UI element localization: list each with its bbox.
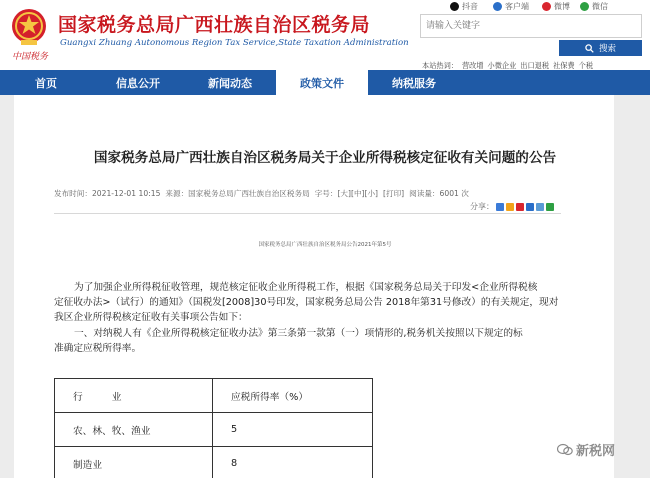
- table-header-cell: 应税所得率（%）: [213, 379, 373, 413]
- site-header: [0, 0, 650, 70]
- paragraph-line: 为了加强企业所得税征收管理，规范核定征收企业所得税工作，根据《国家税务总局关于印发<企业所得税核: [74, 282, 538, 293]
- article-meta: [54, 188, 474, 199]
- paragraph-line: 我区企业所得税核定征收有关事项公告如下：: [54, 312, 248, 324]
- table-cell: 5: [213, 413, 373, 447]
- emblem-caption: 中国税务: [11, 52, 48, 62]
- paragraph-line: 定征收办法>（试行）的通知》（国税发[2008]30号印发，国家税务总局公告 2018年第31号修改）的有关规定，现对: [54, 297, 559, 309]
- article-source: 来源：国家税务总局广西壮族自治区税务局: [165, 189, 310, 198]
- social-label: 抖音: [462, 1, 478, 11]
- hot-word[interactable]: 个税: [578, 61, 594, 70]
- hot-word[interactable]: 出口退税: [520, 61, 550, 70]
- douyin-icon: [450, 2, 459, 11]
- document-number: 国家税务总局广西壮族自治区税务局公告2021年第5号: [258, 242, 392, 248]
- weibo-icon: [542, 2, 551, 11]
- social-client[interactable]: [493, 0, 529, 12]
- social-douyin[interactable]: [450, 0, 478, 12]
- share-weibo-icon[interactable]: [516, 203, 524, 211]
- social-label: 微博: [554, 1, 570, 11]
- search-icon: [585, 44, 594, 53]
- search-input[interactable]: [420, 14, 642, 38]
- site-title[interactable]: 国家税务总局广西壮族自治区税务局: [58, 14, 371, 36]
- main-nav: [0, 70, 650, 95]
- share-bar: [470, 201, 554, 212]
- table-cell: 农、林、牧、渔业: [55, 413, 213, 447]
- share-more-icon[interactable]: [496, 203, 504, 211]
- paragraph-line: 准确定应税所得率。: [54, 343, 142, 355]
- paragraph-line: 一、对纳税人有《企业所得税核定征收办法》第三条第一款第（一）项情形的,税务机关按照以下规定的标: [74, 328, 523, 339]
- nav-info-disclosure[interactable]: 信息公开: [116, 76, 160, 90]
- hot-word[interactable]: 营改增: [461, 61, 484, 70]
- share-qzone-icon[interactable]: [506, 203, 514, 211]
- share-tencent-icon[interactable]: [526, 203, 534, 211]
- share-label: 分享：: [470, 202, 494, 211]
- table-cell: 制造业: [55, 447, 213, 478]
- watermark: [557, 440, 615, 459]
- mobile-client-icon: [493, 2, 502, 11]
- site-subtitle: Guangxi Zhuang Autonomous Region Tax Service,State Taxation Administration: [60, 38, 409, 48]
- search-button[interactable]: [559, 40, 642, 56]
- table-cell: 8: [213, 447, 373, 478]
- table-header-row: [55, 379, 373, 413]
- share-wechat-icon[interactable]: [546, 203, 554, 211]
- tax-rate-table: [54, 378, 373, 478]
- font-size-controls[interactable]: 字号：[大][中][小]: [314, 189, 379, 198]
- wechat-icon: [580, 2, 589, 11]
- hot-word[interactable]: 社保费: [553, 61, 575, 70]
- table-header-cell: 行 业: [55, 379, 213, 413]
- paragraph-rule-one: [54, 326, 564, 356]
- table-row: [55, 413, 373, 447]
- chat-bubble-icon: [557, 443, 573, 456]
- nav-policy-documents[interactable]: 政策文件: [276, 70, 368, 95]
- article-title: 国家税务总局广西壮族自治区税务局关于企业所得税核定征收有关问题的公告: [93, 150, 557, 166]
- search-button-label: 搜索: [598, 44, 616, 54]
- nav-home[interactable]: 首页: [35, 76, 57, 90]
- social-weibo[interactable]: [542, 0, 570, 12]
- table-row: [55, 447, 373, 478]
- social-wechat[interactable]: [580, 0, 608, 12]
- nav-news[interactable]: 新闻动态: [208, 76, 252, 90]
- print-link[interactable]: [打印]: [383, 189, 405, 198]
- watermark-text: 新税网: [576, 444, 616, 459]
- publish-date: 发布时间：2021-12-01 10:15: [54, 189, 161, 198]
- paragraph-intro: [54, 280, 564, 326]
- national-emblem-icon: [9, 6, 49, 48]
- social-label: 客户端: [505, 1, 529, 11]
- hot-word[interactable]: 小微企业: [487, 61, 517, 70]
- nav-taxpayer-service[interactable]: 纳税服务: [392, 76, 436, 90]
- social-label: 微信: [592, 1, 608, 11]
- hot-words-label: 本站热词：: [422, 61, 458, 70]
- share-renren-icon[interactable]: [536, 203, 544, 211]
- meta-divider: [54, 213, 561, 214]
- view-count: 阅读量：6001 次: [409, 189, 469, 198]
